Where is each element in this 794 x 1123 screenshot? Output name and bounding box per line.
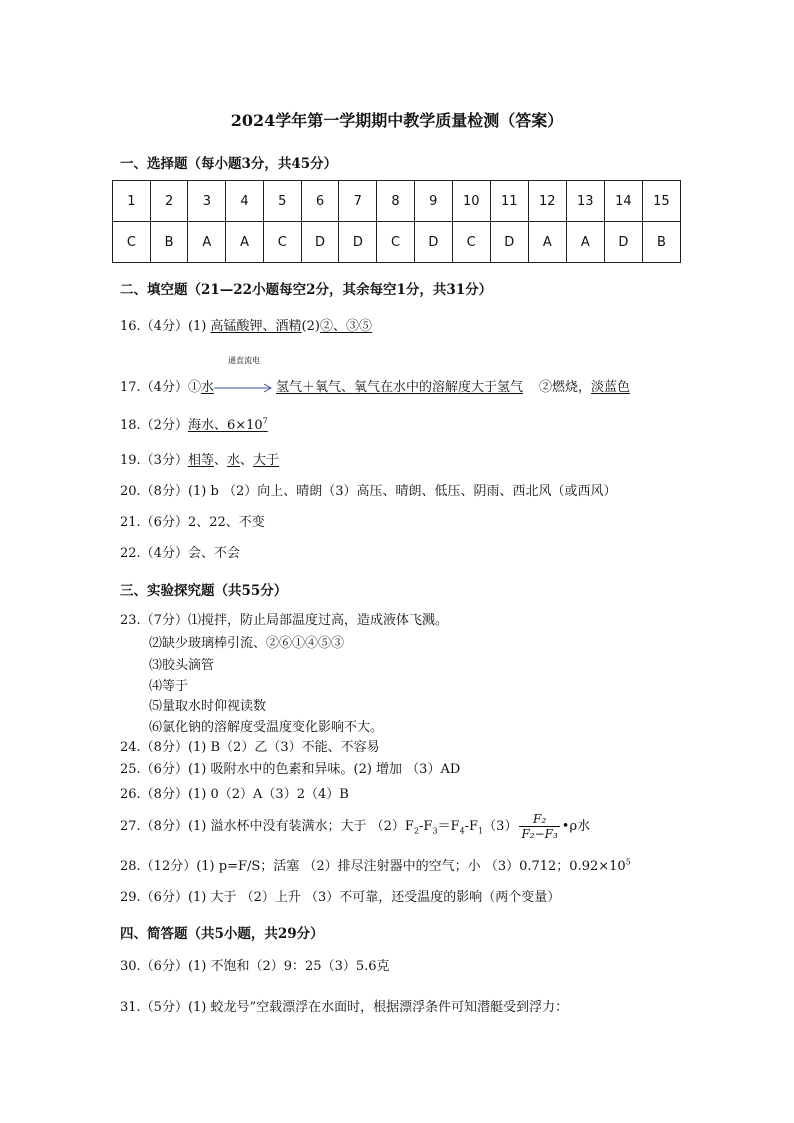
q27-tail: （3） <box>483 819 518 834</box>
q28-exponent: 5 <box>625 857 631 867</box>
question-31: 31.（5分）(1) 蛟龙号”空载漂浮在水面时，根据漂浮条件可知潜艇受到浮力： <box>120 1000 569 1015</box>
question-number-cell: 3 <box>188 181 226 222</box>
q19-answer-3: 大于 <box>253 453 280 468</box>
answer-cell: C <box>113 222 151 263</box>
answer-cell: D <box>301 222 339 263</box>
answer-cell: C <box>452 222 490 263</box>
question-number-cell: 13 <box>566 181 604 222</box>
q18-exponent: 7 <box>262 416 268 426</box>
q19-sep-2: 、 <box>240 453 254 468</box>
question-number-cell: 5 <box>263 181 301 222</box>
q27-minus-1: -F <box>419 819 433 834</box>
question-25: 25.（6分）(1) 吸附水中的色素和异味。(2) 增加 （3）AD <box>120 762 461 777</box>
q28-text: 28.（12分）(1) p=F/S；活塞 （2）排尽注射器中的空气；小 （3）0.712；0.92×10 <box>120 859 626 874</box>
question-number-cell: 14 <box>604 181 642 222</box>
answer-cell: B <box>642 222 680 263</box>
q23-line-5: ⑸量取水时仰视读数 <box>149 699 267 714</box>
page-title: 2024学年第一学期期中教学质量检测（答案） <box>230 111 564 130</box>
q16-answer-1: 高锰酸钾、酒精 <box>210 319 302 334</box>
arrow-condition-label: 通直流电 <box>228 356 260 365</box>
question-30: 30.（6分）(1) 不饱和（2）9：25（3）5.6克 <box>120 959 390 974</box>
question-23: 23.（7分）⑴搅拌，防止局部温度过高，造成液体飞溅。 <box>120 613 448 628</box>
question-28 <box>120 855 631 874</box>
q27-sub-4: 4 <box>459 826 465 836</box>
q27-sub-2: 2 <box>413 826 420 836</box>
question-number-cell: 11 <box>490 181 528 222</box>
answer-cell: A <box>566 222 604 263</box>
q27-after: •ρ水 <box>561 819 591 834</box>
answer-cell: B <box>150 222 188 263</box>
question-17 <box>120 376 630 395</box>
q17-prefix: 17.（4分）① <box>120 380 201 395</box>
question-number-cell: 1 <box>113 181 151 222</box>
section-3-heading: 三、实验探究题（共55分） <box>120 583 288 599</box>
answer-cell: A <box>226 222 264 263</box>
reaction-arrow-icon <box>214 381 276 395</box>
question-number-cell: 6 <box>301 181 339 222</box>
q17-mid: ②燃烧， <box>538 380 591 395</box>
q27-mid: ＝F <box>437 819 460 834</box>
answer-cell: D <box>339 222 377 263</box>
question-number-cell: 4 <box>226 181 264 222</box>
q19-answer-2: 水 <box>226 453 240 468</box>
q18-prefix: 18.（2分） <box>120 418 188 433</box>
q16-answer-2: ②、③⑤ <box>319 319 372 334</box>
q16-prefix: 16.（4分）(1) <box>120 319 211 334</box>
question-24: 24.（8分）(1) B（2）乙（3）不能、不容易 <box>120 740 380 755</box>
q23-line-3: ⑶胶头滴管 <box>149 658 215 673</box>
question-27 <box>120 812 590 841</box>
answer-cell: A <box>188 222 226 263</box>
answer-cell: C <box>263 222 301 263</box>
question-16 <box>120 315 372 334</box>
question-number-cell: 8 <box>377 181 415 222</box>
section-4-heading: 四、简答题（共5小题，共29分） <box>120 926 324 942</box>
question-number-cell: 15 <box>642 181 680 222</box>
q19-prefix: 19.（3分） <box>120 453 188 468</box>
question-number-cell: 7 <box>339 181 377 222</box>
question-18 <box>120 414 268 433</box>
fraction-numerator: F₂ <box>519 812 559 827</box>
q17-answer-3: 淡蓝色 <box>591 380 631 395</box>
section-1-heading: 一、选择题（每小题3分，共45分） <box>120 156 338 172</box>
question-number-cell: 10 <box>452 181 490 222</box>
q27-prefix: 27.（8分）(1) 溢水杯中没有装满水；大于 （2）F <box>120 819 414 834</box>
section-2-heading: 二、填空题（21—22小题每空2分，其余每空1分，共31分） <box>120 282 493 298</box>
question-26: 26.（8分）(1) 0（2）A（3）2（4）B <box>120 787 349 802</box>
answer-cell: A <box>528 222 566 263</box>
q18-answer: 海水、6×10 <box>187 418 263 433</box>
question-number-cell: 2 <box>150 181 188 222</box>
q23-line-4: ⑷等于 <box>149 679 189 694</box>
answer-cell: D <box>414 222 452 263</box>
table-row-answers <box>113 222 681 263</box>
q27-sub-3: 3 <box>432 826 438 836</box>
question-number-cell: 12 <box>528 181 566 222</box>
q19-sep-1: 、 <box>213 453 227 468</box>
question-29: 29.（6分）(1) 大于 （2）上升 （3）不可靠，还受温度的影响（两个变量） <box>120 890 561 905</box>
question-number-cell: 9 <box>414 181 452 222</box>
q16-mid: (2) <box>301 319 320 334</box>
question-22: 22.（4分）会、不会 <box>120 546 240 561</box>
answer-cell: D <box>490 222 528 263</box>
answer-table <box>112 180 681 263</box>
question-21: 21.（6分）2、22、不变 <box>120 515 265 530</box>
question-19 <box>120 449 279 468</box>
table-row-numbers <box>113 181 681 222</box>
q23-line-2: ⑵缺少玻璃棒引流、②⑥①④⑤③ <box>149 636 345 651</box>
answer-cell: C <box>377 222 415 263</box>
q19-answer-1: 相等 <box>187 453 214 468</box>
q17-answer-1: 水 <box>200 380 214 395</box>
q17-answer-2: 氢气＋氧气、氧气在水中的溶解度大于氢气 <box>275 380 523 395</box>
fraction-denominator: F₂−F₃ <box>521 827 558 841</box>
q27-minus-2: -F <box>464 819 479 834</box>
question-20: 20.（8分）(1) b （2）向上、晴朗（3）高压、晴朗、低压、阴雨、西北风（或西风） <box>120 484 617 499</box>
fraction <box>519 812 559 841</box>
answer-cell: D <box>604 222 642 263</box>
q23-line-6: ⑹氯化钠的溶解度受温度变化影响不大。 <box>149 720 384 735</box>
q27-sub-1: 1 <box>478 826 484 836</box>
